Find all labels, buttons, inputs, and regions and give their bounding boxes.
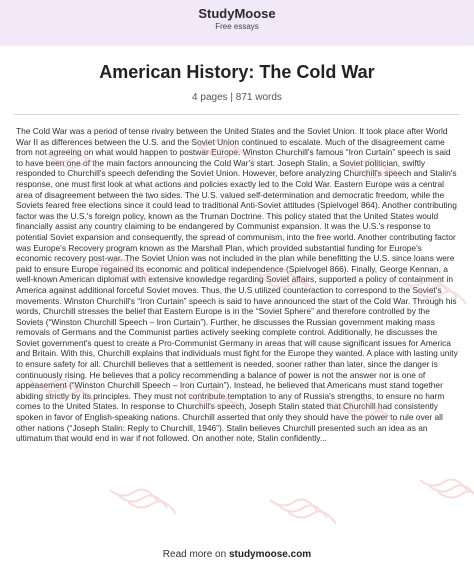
- watermark-stroke: [279, 506, 327, 518]
- essay-meta: 4 pages | 871 words: [192, 92, 282, 103]
- site-header: [0, 0, 474, 46]
- watermark-stroke: [438, 492, 474, 504]
- footer: [0, 549, 474, 560]
- essay-body: The Cold War was a period of tense rivalry between the United States and the Soviet Union. It took place after World War II as differences between the U.S. and the Soviet Union continued to escalate. Much of the disagreement came from not agreeing on what would happen to postwar Europe. Winston Churchill's famous “Iron Curtain” speech is said to have been one of the main factors announcing the Cold War's start. Joseph Stalin, a Soviet politician, swiftly responded to Churchill's speech defending the Soviet Union. However, before analyzing Churchill's speech and Stalin's response, one must first look at what actions and policies exactly led to the Cold War. Eastern Europe was a central area of disagreement between the two sides. The U.S. valued self-determination and democratic freedom, while the Soviets feared free elections since it could lead to traditional Anti-Soviet attitudes (Spielvogel 864). Another contributing factor was the U.S.'s foreign policy, known as the Truman Doctrine. This policy stated that the United States would financially assist any country claiming to be endangered by Communist expansion. It was the U.S.'s response to potential Soviet expansion and consequently, the spread of communism, into the free world. Another contributing factor was Europe's Recovery program known as the Marshall Plan, which provided substantial funding for Europe's economic recovery post-war. The Soviet Union was not included in the plan while benefitting the U.S. since loans were paid to ensure Europe regained its economic and political independence (Spielvogel 866). Finally, George Kennan, a well-known American diplomat with extensive knowledge regarding Soviet affairs, supported a policy of containment in America against additional forceful Soviet moves. Thus, the U.S utilized counteraction to correspond to the Soviet's movements. Winston Churchill's “Iron Curtain” speech is said to have announced the start of the Cold War. Through his words, Churchill stresses the belief that Eastern Europe is in the “Soviet Sphere” and therefore controlled by the Soviets (“Winston Churchill Speech – Iron Curtain”). Further, he discusses the Russian government making mass removals of Germans and the Communist parties actively seeking complete control. Additionally, he discusses the Soviet government's quest to create a Pro-Communist Germany in areas that will cause significant issues for America and Britain. With this, Churchill explains that individuals must fight for the Europe they wanted. A place with lasting unity to ensure safety for all. Churchill believes that a settlement is needed, sooner rather than later, since the danger is continuously rising. He believes that a policy recommending a balance of power is not the answer nor is one of appeasement (“Winston Churchill Speech – Iron Curtain”). Instead, he believed that Americans must stand together abiding strictly by its principles. They must not contribute temptation to any of Russia's strengths, to ensure no harm comes to the United States. In response to Churchill's speech, Joseph Stalin stated that Churchill had consistently spoken in favor of English-speaking nations. Churchill asserted that only they should have the power to rule over all other nations (“Joseph Stalin: Reply to Churchill, 1946”). Stalin believes Churchill presented such an idea as an ultimatum that would end in war if not followed. On another note, Stalin confidently...: [16, 126, 458, 444]
- brand-subtitle: Free essays: [215, 22, 259, 31]
- watermark-stroke: [420, 480, 468, 492]
- watermark-stroke: [128, 502, 176, 514]
- watermark-stroke: [270, 500, 318, 512]
- watermark-stroke: [110, 490, 158, 502]
- footer-prefix: Read more on: [162, 549, 229, 560]
- footer-link[interactable]: studymoose.com: [228, 549, 312, 560]
- brand-logo[interactable]: StudyMoose: [198, 6, 276, 21]
- title-divider: [14, 114, 460, 115]
- watermark-stroke: [429, 486, 474, 498]
- essay-title: American History: The Cold War: [99, 62, 375, 82]
- watermark-stroke: [288, 512, 336, 524]
- watermark-stroke: [119, 496, 167, 508]
